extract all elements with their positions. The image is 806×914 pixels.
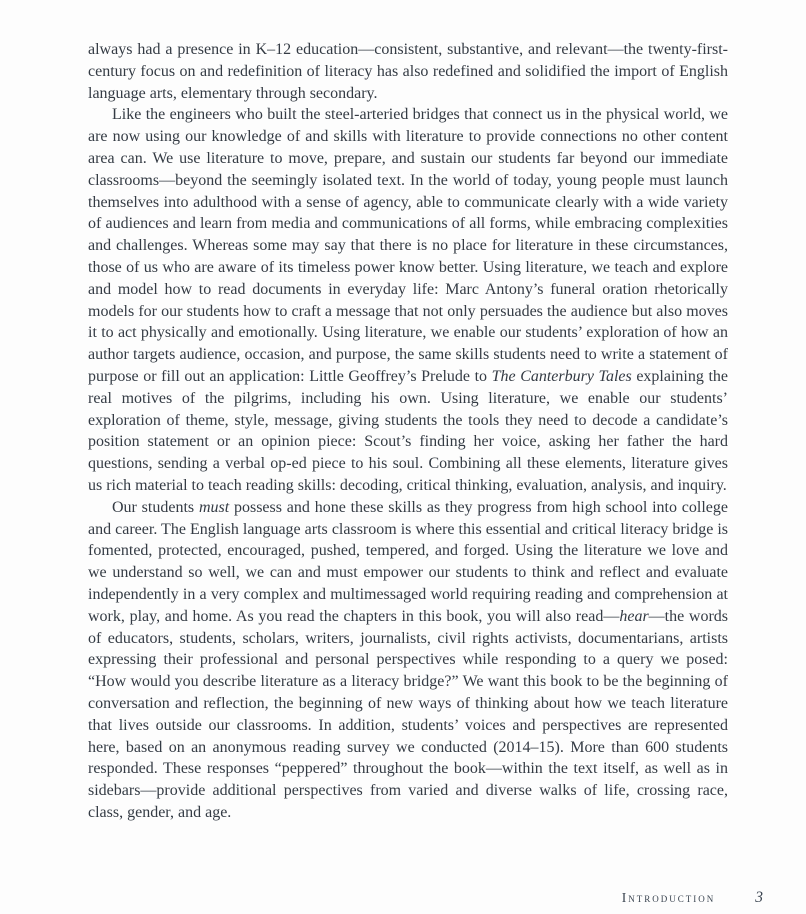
italic-text: must [198, 498, 230, 516]
running-footer-section-title: Introduction [621, 890, 716, 905]
page-footer [0, 889, 763, 907]
text-segment: possess and hone these skills as they progress from high school into college and career. The English language arts classroom is where this essential and critical literacy bridge is fomented, protected, encouraged, pushed, tempered, and forged. Using the literature we love and we understand so well, we can and must empower our students to think and reflect and evaluate independently in a very complex and multimessaged world requiring reading and comprehension at work, play, and home. As you read the chapters in this book, you will also read— [88, 498, 728, 625]
text-segment: always had a presence in K–12 education—consistent, substantive, and relevant—the twenty-first-century focus on and redefinition of literacy has also redefined and solidified the import of English language arts, elementary through secondary. [88, 41, 728, 102]
page-number: 3 [755, 889, 763, 906]
body-text [88, 39, 728, 824]
italic-text: The Canterbury Tales [491, 367, 632, 385]
text-segment: Our students [112, 498, 199, 516]
text-segment: —the words of educators, students, scholars, writers, journalists, civil rights activists, documentarians, artists expressing their professional and personal perspectives while responding to a query we posed: “How would you describe literature as a literacy bridge?” We want this book to be the beginning of conversation and reflection, the beginning of new ways of thinking about how we teach literature that lives outside our classrooms. In addition, students’ voices and perspectives are represented here, based on an anonymous reading survey we conducted (2014–15). More than 600 students responded. These responses “peppered” throughout the book—within the text itself, as well as in sidebars—provide additional perspectives from varied and diverse walks of life, crossing race, class, gender, and age. [88, 607, 729, 821]
paragraph [88, 497, 728, 824]
text-segment: explaining the real motives of the pilgrims, including his own. Using literature, we enable our students’ exploration of theme, style, message, giving students the tools they need to decode a candidate’s position statement or an opinion piece: Scout’s finding her voice, asking her father the hard questions, sending a verbal op-ed piece to his soul. Combining all these elements, literature gives us rich material to teach reading skills: decoding, critical thinking, evaluation, analysis, and inquiry. [88, 367, 728, 494]
paragraph [88, 39, 728, 104]
italic-text: hear [619, 607, 649, 625]
text-segment: Like the engineers who built the steel-arteried bridges that connect us in the physical world, we are now using our knowledge of and skills with literature to provide connections no other content area can. We use literature to move, prepare, and sustain our students far beyond our immediate classrooms—beyond the seemingly isolated text. In the world of today, young people must launch themselves into adulthood with a sense of agency, able to communicate clearly with a wide variety of audiences and learn from media and communications of all forms, while embracing complexities and challenges. Whereas some may say that there is no place for literature in these circumstances, those of us who are aware of its timeless power know better. Using literature, we teach and explore and model how to read documents in everyday life: Marc Antony’s funeral oration rhetorically models for our students how to craft a message that not only persuades the audience but also moves it to act physically and emotionally. Using literature, we enable our students’ exploration of how an author targets audience, occasion, and purpose, the same skills students need to write a statement of purpose or fill out an application: Little Geoffrey’s Prelude to [88, 106, 728, 385]
paragraph [88, 104, 728, 496]
